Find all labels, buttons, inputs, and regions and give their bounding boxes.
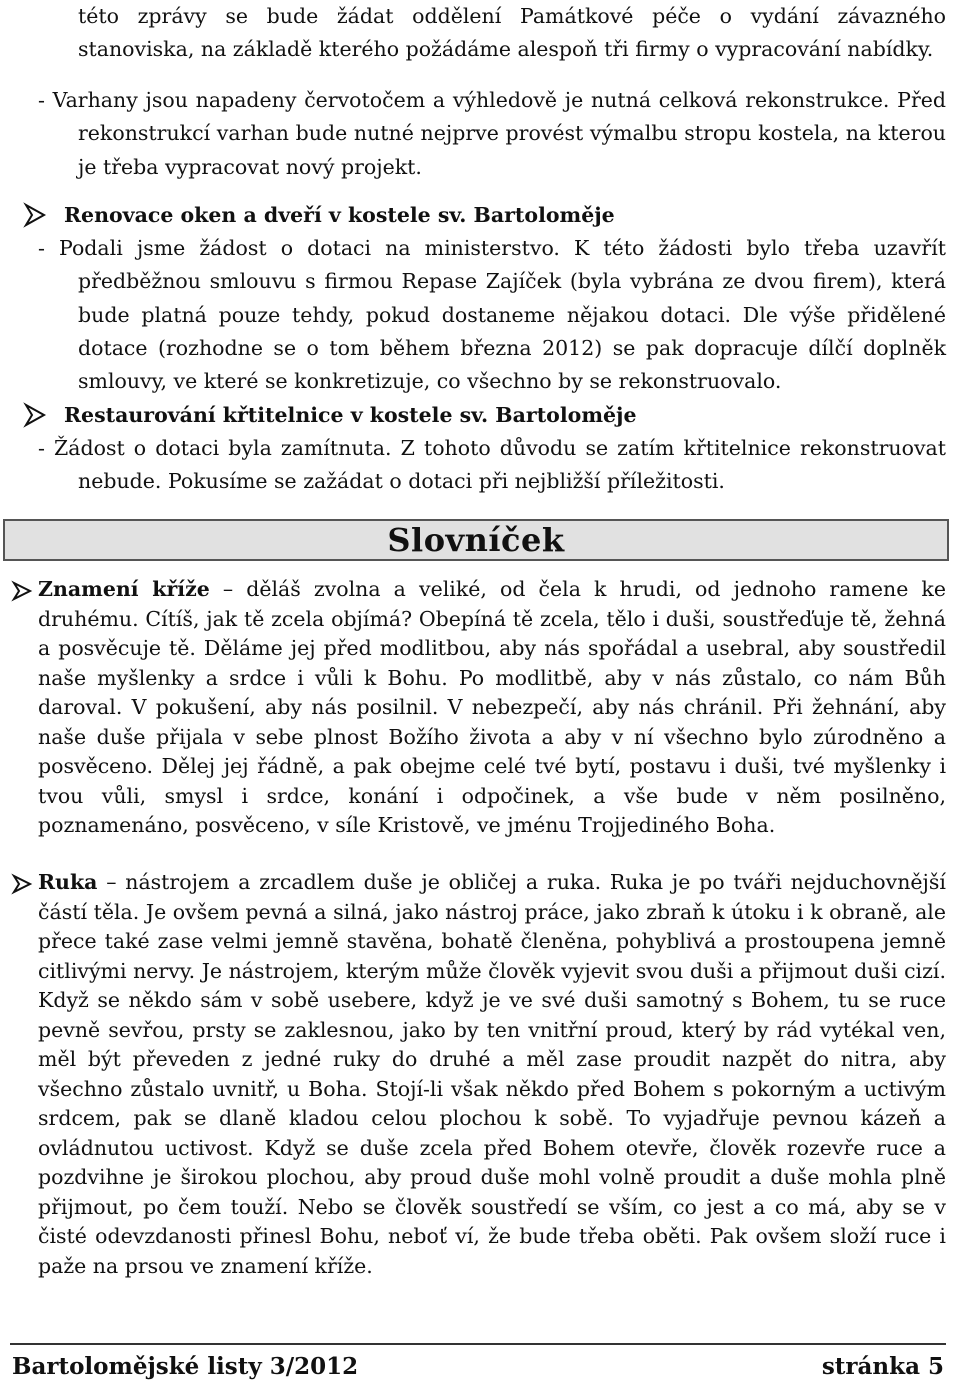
- footer-divider: [10, 1343, 946, 1345]
- arrow-bullet-icon: [20, 401, 50, 429]
- glossary-term: Ruka: [38, 870, 98, 894]
- section-text: - Žádost o dotaci byla zamítnuta. Z tohoto důvodu se zatím křtitelnice rekonstruovat nebude. Pokusíme se zažádat o dotaci při nejbližší příležitosti.: [38, 436, 946, 494]
- organ-paragraph: - Varhany jsou napadeny červotočem a výhledově je nutná celková rekonstrukce. Před rekonstrukcí varhan bude nutné nejprve provést výmalbu stropu kostela, na kterou je třeba vypracovat nový projekt.: [38, 88, 946, 179]
- section-heading: Restaurování křtitelnice v kostele sv. Bartoloměje: [64, 403, 637, 427]
- glossary-entry: [10, 575, 946, 841]
- section-heading: Renovace oken a dveří v kostele sv. Bartoloměje: [64, 203, 615, 227]
- glossary-entry: [10, 868, 946, 1281]
- glossary-definition: [38, 868, 946, 1281]
- arrow-bullet-icon: [10, 580, 34, 602]
- section-text: - Podali jsme žádost o dotaci na ministerstvo. K této žádosti bylo třeba uzavřít předběžnou smlouvu s firmou Repase Zajíček (byla vybrána ze dvou firem), která bude platná pouze tehdy, pokud dostaneme nějakou dotaci. Dle výše přidělené dotace (rozhodne se o tom během března 2012) se pak dopracuje dílčí doplněk smlouvy, ve které se konkretizuje, co všechno by se rekonstruovalo.: [38, 236, 946, 394]
- arrow-bullet-icon: [10, 873, 34, 895]
- arrow-bullet-icon: [20, 201, 50, 229]
- glossary-text: – nástrojem a zrcadlem duše je obličej a ruka. Ruka je po tváři nejduchovnější částí těla. Je ovšem pevná a silná, jako nástroj práce, jako zbraň k útoku i k obraně, ale přece také zase velmi jemně stavěna, bohatě členěna, pohyblivá a prostoupena jemně citlivými nervy. Je nástrojem, kterým může člověk vyjevit svou duši a přijmout duši cizí. Když se někdo sám v sobě usebere, když je ve své duši samotný s Bohem, tu se ruce pevně sevřou, prsty se zaklesnou, jako by ten vnitřní proud, který by rád vytékal ven, měl být převeden z jedné ruky do druhé a měl zase proudit nazpět do nitra, aby všechno zůstalo uvnitř, u Boha. Stojí-li však někdo před Bohem s pokorným a uctivým srdcem, pak se dlaně kladou celou plochou k sobě. To vyjadřuje pevnou kázeň a ovládnutou uctivost. Když se duše zcela před Bohem otevře, člověk rozevře ruce a pozdvihne je širokou plochou, aby proud duše mohl volně proudit a duše mohla plně přijmout, po čem touží. Nebo se člověk soustředí se vším, co jest a co má, aby se v čisté odevzdanosti přinesl Bohu, neboť ví, že bude třeba oběti. Pak ovšem složí ruce i paže na prsou ve znamení kříže.: [38, 870, 946, 1278]
- glossary-text: – děláš zvolna a veliké, od čela k hrudi, od jednoho ramene ke druhému. Cítíš, jak tě zcela objímá? Obepíná tě zcela, tělo i duši, soustřeďuje tě, žehná a posvěcuje tě. Děláme jej před modlitbou, aby nás spořádal a usebral, aby soustředil naše myšlenky a srdce i vůli k Bohu. Po modlitbě, aby v nás zůstalo, co nám Bůh daroval. V pokušení, aby nás posilnil. V nebezpečí, aby nás chránil. Při žehnání, aby naše duše přijala v sebe plnost Božího života a aby v ní všechno bylo zúrodněno a posvěceno. Dělej jej řádně, a pak obejme celé tvé bytí, postavu i duši, tvé myšlenky i tvou vůli, smysl i srdce, konání i odpočinek, a vše bude v něm posilněno, poznamenáno, posvěceno, v síle Kristově, ve jménu Trojjediného Boha.: [38, 577, 946, 837]
- glossary-term: Znamení kříže: [38, 577, 210, 601]
- footer-page-number: stránka 5: [821, 1353, 944, 1380]
- page-footer: [12, 1353, 944, 1380]
- intro-paragraph: této zprávy se bude žádat oddělení Památkové péče o vydání závazného stanoviska, na základě kterého požádáme alespoň tři firmy o vypracování nabídky.: [78, 4, 946, 62]
- section-heading-row: [20, 198, 950, 232]
- glossary-title: Slovníček: [387, 521, 565, 559]
- glossary-title-box: [3, 519, 949, 561]
- glossary-definition: [38, 575, 946, 841]
- footer-publication: Bartolomějské listy 3/2012: [12, 1353, 359, 1380]
- section-heading-row: [20, 398, 950, 432]
